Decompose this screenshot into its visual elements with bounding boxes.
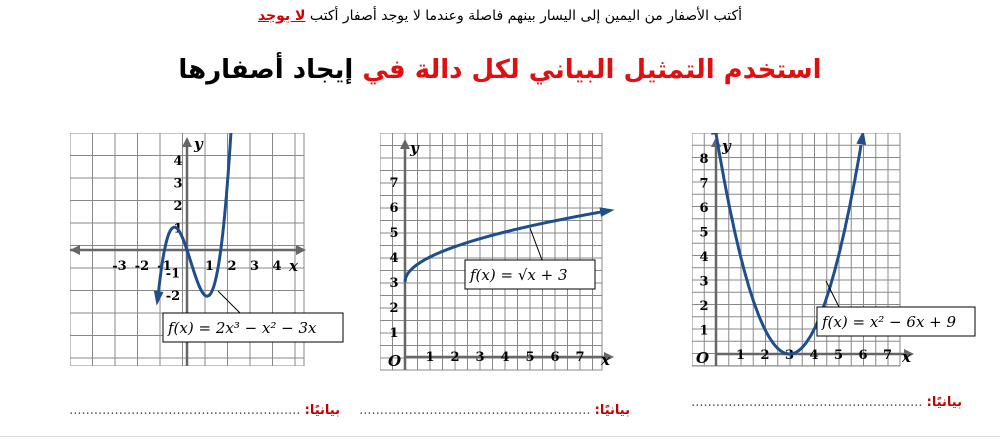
graph-sqrt (380, 133, 620, 373)
x-tick-label: 4 (809, 348, 819, 363)
x-tick-label: 6 (858, 348, 868, 363)
x-tick-label: 4 (272, 259, 282, 274)
x-axis-label: x (601, 351, 610, 369)
y-axis-label: y (194, 135, 203, 153)
graph-parabola (692, 133, 977, 373)
divider (0, 436, 1000, 437)
answer-line-2[interactable] (359, 403, 630, 418)
curve-arrow-right (599, 207, 614, 217)
graph-cubic (70, 133, 346, 366)
y-tick-label: 4 (389, 251, 399, 266)
x-tick-label: 3 (475, 350, 485, 365)
y-tick-label: -1 (165, 266, 181, 282)
none-word: لا يوجد (257, 8, 306, 24)
y-tick-label: 3 (173, 176, 183, 192)
y-tick-label: 2 (173, 199, 183, 214)
x-tick-label: 2 (227, 259, 237, 274)
y-tick-label: 2 (699, 299, 709, 314)
answer-line-1[interactable] (69, 403, 340, 418)
answer-blank[interactable]: ........................................................ (691, 395, 923, 410)
x-tick-label: 1 (204, 259, 215, 274)
page-title (0, 55, 1000, 85)
function-label: f(x) = 2x³ − x² − 3x (168, 319, 317, 337)
x-tick-label: 5 (833, 348, 844, 363)
origin-label: O (388, 352, 402, 370)
x-tick-label: 7 (575, 350, 585, 365)
answer-blank[interactable]: ........................................................ (69, 403, 301, 418)
instruction (0, 8, 1000, 24)
x-tick-label: -2 (134, 259, 150, 274)
answer-line-3[interactable] (691, 395, 962, 410)
x-tick-label: 2 (760, 348, 770, 363)
function-label: f(x) = x² − 6x + 9 (822, 313, 957, 331)
function-label: f(x) = √x + 3 (470, 266, 568, 284)
x-tick-label: 4 (500, 350, 510, 365)
y-tick-label: 1 (389, 326, 399, 341)
y-tick-label: 4 (699, 250, 709, 265)
y-tick-label: 6 (389, 201, 399, 216)
title-part2: في (362, 55, 406, 85)
x-tick-label: 1 (425, 350, 435, 365)
y-tick-label: 5 (699, 225, 709, 241)
y-tick-label: 7 (389, 176, 399, 191)
y-tick-label: 1 (699, 323, 709, 339)
x-tick-label: -1 (157, 259, 172, 274)
instruction-text: أكتب الأصفار من اليمين إلى اليسار بينهم فاصلة وعندما لا يوجد أصفار أكتب (309, 8, 743, 24)
x-tick-label: -3 (112, 259, 127, 274)
y-axis-label: y (410, 139, 419, 157)
x-tick-label: 6 (550, 350, 560, 365)
title-part3: إيجاد أصفارها (178, 55, 354, 85)
y-tick-label: 3 (389, 276, 399, 291)
origin-label: O (696, 349, 710, 367)
x-tick-label: 7 (882, 348, 893, 363)
y-tick-label: 8 (699, 152, 709, 167)
x-axis-label: x (289, 257, 298, 275)
y-tick-label: 4 (173, 154, 183, 169)
x-tick-label: 3 (249, 259, 260, 274)
y-tick-label: 6 (699, 201, 709, 216)
y-axis-label: y (722, 137, 731, 155)
y-tick-label: 2 (389, 301, 399, 316)
x-tick-label: 1 (735, 348, 746, 363)
grid-frame (380, 133, 602, 370)
y-tick-label: 1 (173, 221, 183, 237)
x-tick-label: 3 (784, 348, 795, 363)
y-tick-label: 5 (389, 226, 399, 241)
x-tick-label: 5 (525, 350, 535, 365)
answer-blank[interactable]: ........................................................ (359, 403, 591, 418)
answer-label: بيانيًا: (594, 403, 630, 418)
y-tick-label: 7 (699, 176, 709, 192)
y-tick-label: 3 (699, 274, 709, 290)
x-tick-label: 2 (450, 350, 460, 365)
y-tick-label: -2 (165, 289, 181, 304)
title-part1: استخدم التمثيل البياني لكل دالة (414, 55, 822, 85)
answer-label: بيانيًا: (926, 395, 962, 410)
answer-label: بيانيًا: (304, 403, 340, 418)
x-axis-label: x (902, 348, 911, 366)
